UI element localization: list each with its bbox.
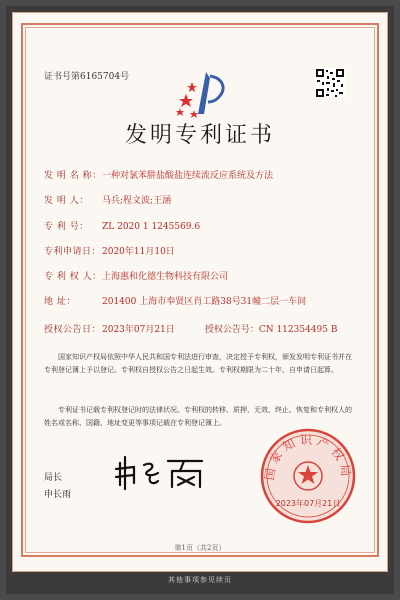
row-patentee	[44, 269, 228, 282]
row-value: 一种对氯苯肼盐酸盐连续流反应系统及方法	[102, 171, 274, 181]
row-patent-number	[44, 219, 200, 232]
page-number: 第1页（共2页）	[174, 544, 226, 552]
row-label: 专 利 号：	[44, 222, 89, 232]
grant-number-label: 授权公告号：	[204, 325, 259, 335]
qr-code	[315, 68, 345, 98]
footer-notice: 其他事项参见续页	[168, 576, 232, 584]
row-label: 专利申请日：	[44, 247, 102, 257]
certificate-title: 发明专利证书	[124, 123, 275, 148]
row-grant	[44, 322, 337, 335]
cnipa-logo-icon	[170, 68, 236, 122]
row-label: 发 明 名 称：	[44, 171, 102, 181]
certificate-number: 证书号第6165704号	[44, 72, 130, 82]
paragraph-grant-statement: 国家知识产权局依照中华人民共和国专利法进行审查，决定授予专利权，颁发发明专利证书并在专利登记簿上予以登记。专利权自授权公告之日起生效。专利权期限为二十年，自申请日起算。	[44, 353, 352, 374]
paragraph-legal-status: 专利证书记载专利权登记时的法律状况。专利权的转移、质押、无效、终止、恢复和专利权人的姓名或名称、国籍、地址变更等事项记载在专利登记簿上。	[44, 406, 352, 427]
row-label: 地 址：	[44, 297, 76, 307]
row-application-date	[44, 244, 175, 257]
row-value: 马兵;程文波;王涵	[102, 196, 172, 206]
row-value: ZL 2020 1 1245569.6	[102, 222, 201, 232]
director-signature	[112, 455, 212, 491]
grant-number: CN 112354495 B	[258, 325, 338, 335]
seal-date: 2023年07月21日	[275, 499, 341, 508]
seal-text: 国家知识产权局	[262, 433, 354, 482]
row-inventors	[44, 193, 171, 206]
row-invention-name	[44, 168, 273, 181]
row-label: 专 利 权 人：	[44, 272, 102, 282]
official-seal-stamp	[258, 426, 358, 526]
row-value: 2020年11月10日	[102, 247, 175, 257]
grant-date-label: 授权公告日：	[44, 325, 102, 335]
row-label: 发 明 人：	[44, 196, 89, 206]
director-title: 局长	[44, 473, 63, 483]
row-value: 上海惠和化德生物科技有限公司	[102, 272, 229, 282]
row-value: 201400 上海市奉贤区肖工路38号31幢二层一车间	[102, 297, 307, 307]
director-name: 申长雨	[44, 490, 72, 500]
row-address	[44, 294, 306, 307]
grant-date: 2023年07月21日	[102, 325, 175, 335]
